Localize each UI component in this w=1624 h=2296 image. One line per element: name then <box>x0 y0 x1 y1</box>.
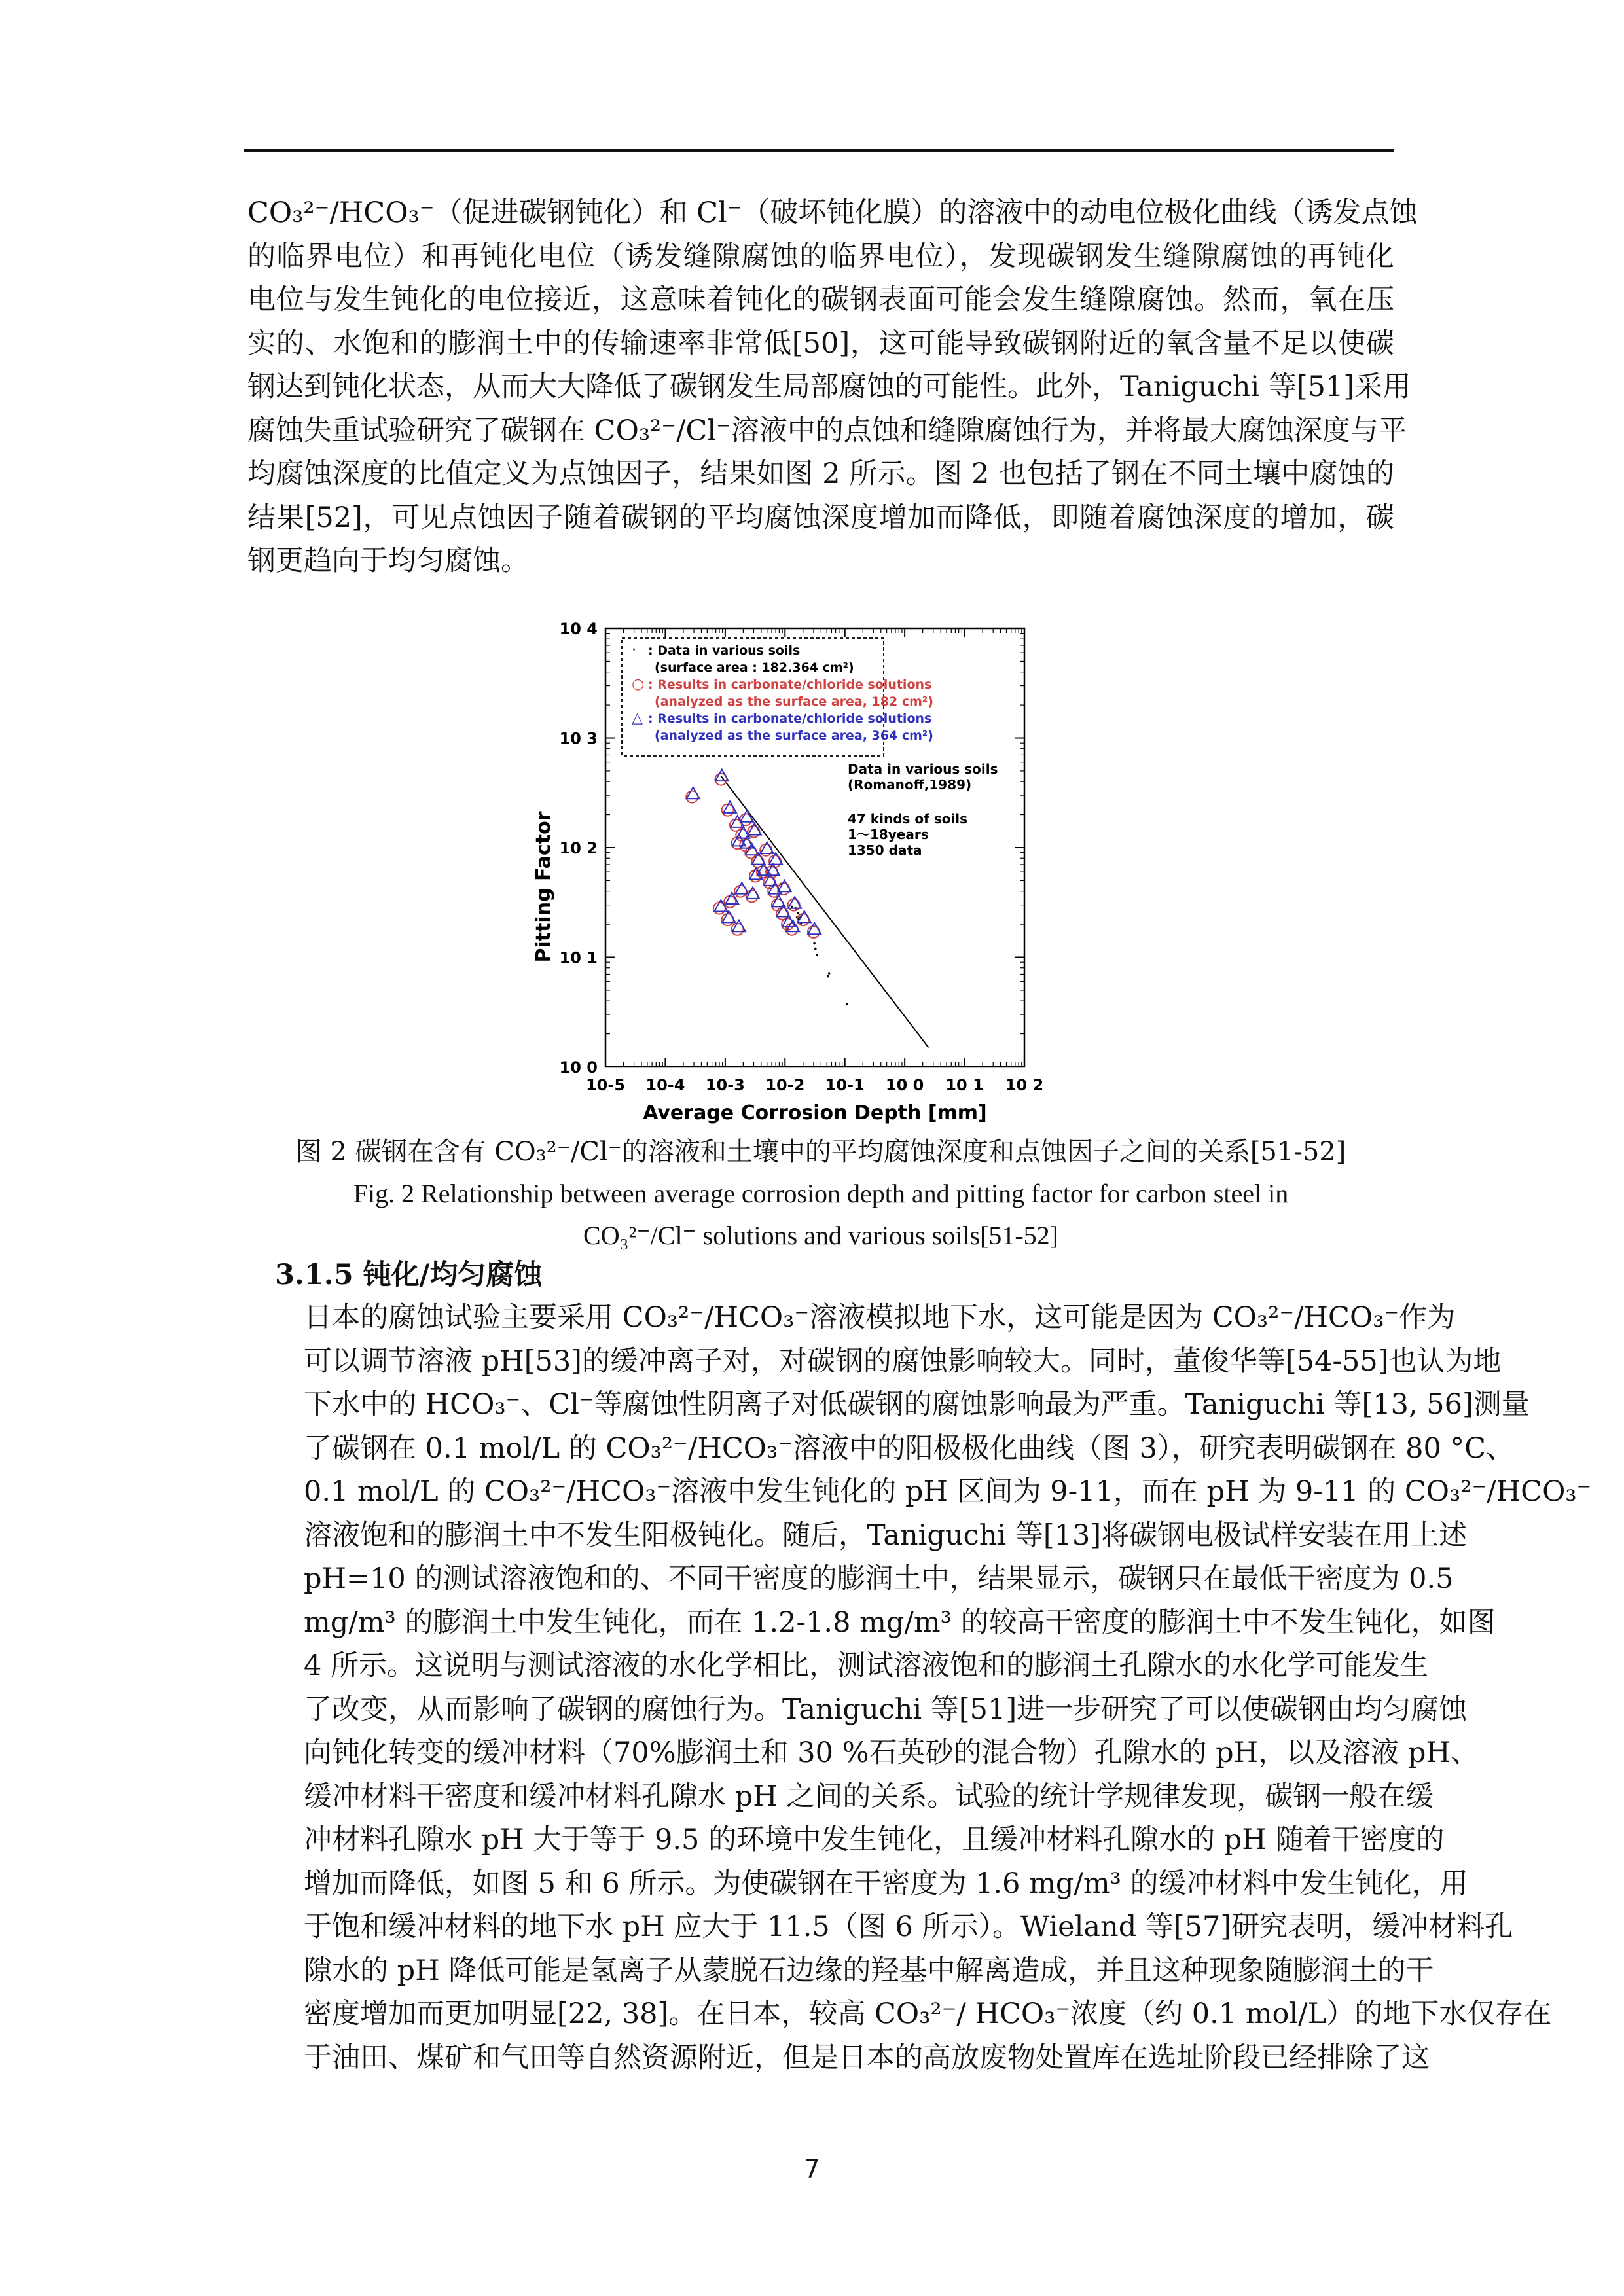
y-tick-label: 10 2 <box>559 839 598 857</box>
text-line: 溶液饱和的膨润土中不发生阳极钝化。随后，Taniguchi 等[13]将碳钢电极试样安装在用上述 <box>304 1518 1468 1552</box>
x-tick-label: 10 0 <box>885 1076 924 1094</box>
paragraph-1 <box>247 191 1418 583</box>
text-line: 4 所示。这说明与测试溶液的水化学相比，测试溶液饱和的膨润土孔隙水的水化学可能发生 <box>304 1649 1429 1682</box>
text-line: pH=10 的测试溶液饱和的、不同干密度的膨润土中，结果显示，碳钢只在最低干密度为 0.5 <box>304 1562 1454 1595</box>
x-tick-label: 10-2 <box>765 1076 805 1094</box>
text-line: 增加而降低，如图 5 和 6 所示。为使碳钢在干密度为 1.6 mg/m³ 的缓冲材料中发生钝化，用 <box>304 1867 1468 1900</box>
soil-data-point <box>846 1003 848 1006</box>
soil-data-point <box>816 954 818 956</box>
text-line: 缓冲材料干密度和缓冲材料孔隙水 pH 之间的关系。试验的统计学规律发现，碳钢一般在缓 <box>304 1780 1434 1813</box>
x-tick-label: 10-3 <box>705 1076 745 1094</box>
text-line: 实的、水饱和的膨润土中的传输速率非常低[50]，这可能导致碳钢附近的氧含量不足以使碳 <box>247 327 1394 360</box>
figure-caption-en-line-2: CO₃²⁻/Cl⁻ solutions and various soils[51-52] <box>583 1221 1058 1250</box>
circle-marker <box>724 896 736 908</box>
figure-caption-zh: 图 2 碳钢在含有 CO₃²⁻/Cl⁻的溶液和土壤中的平均腐蚀深度和点蚀因子之间的关系[51-52] <box>295 1137 1346 1167</box>
figure-2 <box>520 615 1083 1132</box>
text-line: 钢达到钝化状态，从而大大降低了碳钢发生局部腐蚀的可能性。此外，Taniguchi 等[51]采用 <box>247 370 1411 403</box>
text-line: 向钝化转变的缓冲材料（70%膨润土和 30 %石英砂的混合物）孔隙水的 pH，以及溶液 pH、 <box>304 1736 1479 1769</box>
soil-data-point <box>828 972 831 975</box>
legend-text: (analyzed as the surface area, 182 cm²) <box>655 694 933 709</box>
figure-caption-en-line-1: Fig. 2 Relationship between average corrosion depth and pitting factor for carbon steel in <box>353 1179 1289 1208</box>
text-line: 日本的腐蚀试验主要采用 CO₃²⁻/HCO₃⁻溶液模拟地下水，这可能是因为 CO₃²⁻/HCO₃⁻作为 <box>304 1301 1456 1334</box>
soil-data-point <box>827 975 829 978</box>
legend-symbol: · <box>632 642 636 658</box>
text-line: 了改变，从而影响了碳钢的腐蚀行为。Taniguchi 等[51]进一步研究了可以使碳钢由均匀腐蚀 <box>304 1693 1468 1726</box>
text-line: 电位与发生钝化的电位接近，这意味着钝化的碳钢表面可能会发生缝隙腐蚀。然而，氧在压 <box>247 283 1394 316</box>
legend-symbol: ○ <box>632 676 645 692</box>
x-tick-label: 10-1 <box>825 1076 865 1094</box>
text-line: 均腐蚀深度的比值定义为点蚀因子，结果如图 2 所示。图 2 也包括了钢在不同土壤中腐蚀的 <box>247 457 1394 490</box>
y-tick-label: 10 3 <box>559 729 598 748</box>
text-line: 于饱和缓冲材料的地下水 pH 应大于 11.5（图 6 所示）。Wieland 等[57]研究表明，缓冲材料孔 <box>304 1910 1513 1943</box>
text-line: CO₃²⁻/HCO₃⁻（促进碳钢钝化）和 Cl⁻（破坏钝化膜）的溶液中的动电位极化曲线（诱发点蚀 <box>247 196 1418 229</box>
legend-text: : Results in carbonate/chloride solutions <box>648 677 932 692</box>
section-heading: 3.1.5 钝化/均匀腐蚀 <box>275 1259 543 1291</box>
paragraph-2 <box>247 1296 1592 2079</box>
legend-text: : Results in carbonate/chloride solutions <box>648 711 932 726</box>
y-tick-label: 10 0 <box>559 1058 598 1077</box>
legend-text: (surface area : 182.364 cm²) <box>655 660 854 675</box>
text-line: 可以调节溶液 pH[53]的缓冲离子对，对碳钢的腐蚀影响较大。同时，董俊华等[54-55]也认为地 <box>304 1344 1502 1378</box>
text-line: 隙水的 pH 降低可能是氢离子从蒙脱石边缘的羟基中解离造成，并且这种现象随膨润土的干 <box>304 1954 1434 1987</box>
soil-data-point <box>814 948 817 950</box>
soil-data-point <box>813 942 816 945</box>
legend-text: : Data in various soils <box>648 643 801 658</box>
x-axis-label: Average Corrosion Depth [mm] <box>643 1102 987 1124</box>
text-line: 下水中的 HCO₃⁻、Cl⁻等腐蚀性阴离子对低碳钢的腐蚀影响最为严重。Taniguchi 等[13, 56]测量 <box>304 1388 1530 1421</box>
chart-annotation: 1350 data <box>848 842 922 858</box>
text-line: 腐蚀失重试验研究了碳钢在 CO₃²⁻/Cl⁻溶液中的点蚀和缝隙腐蚀行为，并将最大腐蚀深度与平 <box>247 414 1407 447</box>
x-tick-label: 10-5 <box>585 1076 626 1094</box>
x-tick-label: 10 2 <box>1005 1076 1044 1094</box>
soil-data-point <box>797 912 800 915</box>
legend-symbol: △ <box>632 710 643 726</box>
y-tick-label: 10 1 <box>559 948 598 967</box>
header-rule <box>244 149 1394 152</box>
text-line: 冲材料孔隙水 pH 大于等于 9.5 的环境中发生钝化，且缓冲材料孔隙水的 pH 随着干密度的 <box>304 1823 1445 1856</box>
pitting-factor-chart <box>520 615 1083 1132</box>
text-line: mg/m³ 的膨润土中发生钝化，而在 1.2-1.8 mg/m³ 的较高干密度的膨润土中不发生钝化，如图 <box>304 1605 1496 1639</box>
text-line: 0.1 mol/L 的 CO₃²⁻/HCO₃⁻溶液中发生钝化的 pH 区间为 9-11，而在 pH 为 9-11 的 CO₃²⁻/HCO₃⁻ <box>304 1475 1592 1508</box>
triangle-marker <box>723 801 736 813</box>
text-line: 了碳钢在 0.1 mol/L 的 CO₃²⁻/HCO₃⁻溶液中的阳极极化曲线（图 3），研究表明碳钢在 80 °C、 <box>304 1431 1514 1465</box>
legend-text: (analyzed as the surface area, 364 cm²) <box>655 728 933 743</box>
y-axis-label: Pitting Factor <box>532 811 555 963</box>
text-line: 钢更趋向于均匀腐蚀。 <box>247 545 529 577</box>
chart-annotation: Data in various soils <box>848 761 998 777</box>
text-line: 密度增加而更加明显[22, 38]。在日本，较高 CO₃²⁻/ HCO₃⁻浓度（约 0.1 mol/L）的地下水仅存在 <box>304 1998 1552 2030</box>
x-tick-label: 10 1 <box>945 1076 984 1094</box>
chart-annotation: (Romanoff,1989) <box>848 777 972 793</box>
text-line: 于油田、煤矿和气田等自然资源附近，但是日本的高放废物处置库在选址阶段已经排除了这 <box>304 2041 1430 2074</box>
chart-annotation: 47 kinds of soils <box>848 811 968 827</box>
chart-annotation: 1～18years <box>848 827 929 842</box>
x-tick-label: 10-4 <box>645 1076 685 1094</box>
text-line: 结果[52]，可见点蚀因子随着碳钢的平均腐蚀深度增加而降低，即随着腐蚀深度的增加，碳 <box>247 501 1394 534</box>
y-tick-label: 10 4 <box>559 620 598 638</box>
text-line: 的临界电位）和再钝化电位（诱发缝隙腐蚀的临界电位），发现碳钢发生缝隙腐蚀的再钝化 <box>247 240 1394 273</box>
page-number: 7 <box>804 2155 820 2183</box>
